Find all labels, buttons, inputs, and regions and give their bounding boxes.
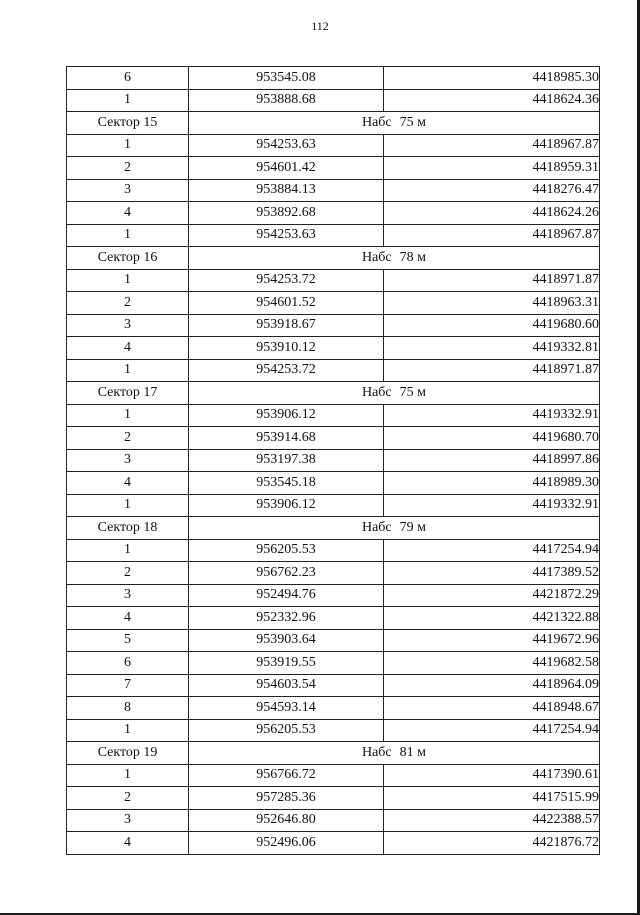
table-row <box>67 719 600 742</box>
coordinate-y: 4421876.72 <box>384 832 600 855</box>
elevation-value: 81 м <box>399 744 427 760</box>
coordinate-y: 4417390.61 <box>384 764 600 787</box>
coordinate-y: 4419672.96 <box>384 629 600 652</box>
coordinates-table <box>66 66 600 855</box>
coordinate-x: 953892.68 <box>189 202 384 225</box>
sector-elevation <box>189 247 600 270</box>
point-number: 5 <box>67 629 189 652</box>
coordinate-x: 952646.80 <box>189 809 384 832</box>
point-number: 3 <box>67 809 189 832</box>
point-number: 4 <box>67 202 189 225</box>
coordinate-y: 4419682.58 <box>384 652 600 675</box>
sector-header-row <box>67 517 600 540</box>
elevation-label: Набс <box>361 249 392 265</box>
table-row <box>67 269 600 292</box>
coordinate-y: 4418964.09 <box>384 674 600 697</box>
coordinate-x: 952332.96 <box>189 607 384 630</box>
sector-elevation <box>189 112 600 135</box>
coordinate-x: 954601.52 <box>189 292 384 315</box>
coordinate-x: 952494.76 <box>189 584 384 607</box>
sector-elevation <box>189 742 600 765</box>
point-number: 7 <box>67 674 189 697</box>
coordinate-y: 4422388.57 <box>384 809 600 832</box>
coordinate-x: 956205.53 <box>189 539 384 562</box>
elevation-value: 78 м <box>399 249 427 265</box>
point-number: 3 <box>67 314 189 337</box>
page-number: 112 <box>311 19 329 33</box>
point-number: 1 <box>67 269 189 292</box>
table-row <box>67 832 600 855</box>
table-row <box>67 134 600 157</box>
coordinate-y: 4417515.99 <box>384 787 600 810</box>
coordinate-y: 4418971.87 <box>384 269 600 292</box>
elevation-value: 75 м <box>399 384 427 400</box>
coordinate-y: 4419332.91 <box>384 404 600 427</box>
elevation-label: Набс <box>361 114 392 130</box>
coordinate-y: 4418959.31 <box>384 157 600 180</box>
point-number: 1 <box>67 764 189 787</box>
point-number: 1 <box>67 224 189 247</box>
coordinate-x: 954603.54 <box>189 674 384 697</box>
coordinate-x: 953884.13 <box>189 179 384 202</box>
point-number: 3 <box>67 584 189 607</box>
coordinate-x: 954253.72 <box>189 359 384 382</box>
coordinate-y: 4418971.87 <box>384 359 600 382</box>
table-row <box>67 652 600 675</box>
point-number: 1 <box>67 494 189 517</box>
coordinate-y: 4418948.67 <box>384 697 600 720</box>
coordinate-y: 4419680.60 <box>384 314 600 337</box>
sector-header-row <box>67 382 600 405</box>
sector-header-row <box>67 742 600 765</box>
coordinate-y: 4421322.88 <box>384 607 600 630</box>
coordinate-y: 4418967.87 <box>384 134 600 157</box>
point-number: 4 <box>67 607 189 630</box>
elevation-value: 75 м <box>399 114 427 130</box>
elevation-label: Набс <box>361 519 392 535</box>
table-row <box>67 607 600 630</box>
coordinate-y: 4417254.94 <box>384 539 600 562</box>
sector-name: Сектор 18 <box>67 517 189 540</box>
point-number: 1 <box>67 359 189 382</box>
table-row <box>67 539 600 562</box>
coordinate-x: 953906.12 <box>189 404 384 427</box>
point-number: 6 <box>67 652 189 675</box>
coordinate-y: 4418997.86 <box>384 449 600 472</box>
coordinate-x: 953545.08 <box>189 67 384 90</box>
table-row <box>67 67 600 90</box>
point-number: 1 <box>67 539 189 562</box>
table-row <box>67 157 600 180</box>
coordinate-y: 4417389.52 <box>384 562 600 585</box>
point-number: 2 <box>67 157 189 180</box>
coordinate-x: 953910.12 <box>189 337 384 360</box>
coordinate-y: 4418276.47 <box>384 179 600 202</box>
coordinate-x: 954253.72 <box>189 269 384 292</box>
table-row <box>67 427 600 450</box>
point-number: 8 <box>67 697 189 720</box>
coordinate-x: 953918.67 <box>189 314 384 337</box>
point-number: 1 <box>67 89 189 112</box>
coordinate-x: 956766.72 <box>189 764 384 787</box>
sector-name: Сектор 17 <box>67 382 189 405</box>
coordinate-x: 953903.64 <box>189 629 384 652</box>
table-row <box>67 224 600 247</box>
sector-name: Сектор 15 <box>67 112 189 135</box>
elevation-label: Набс <box>361 384 392 400</box>
point-number: 4 <box>67 337 189 360</box>
point-number: 2 <box>67 292 189 315</box>
coordinate-y: 4418967.87 <box>384 224 600 247</box>
sector-name: Сектор 16 <box>67 247 189 270</box>
coordinate-y: 4417254.94 <box>384 719 600 742</box>
coordinates-table-body <box>67 67 600 855</box>
table-row <box>67 337 600 360</box>
table-row <box>67 202 600 225</box>
coordinate-x: 956762.23 <box>189 562 384 585</box>
table-row <box>67 674 600 697</box>
coordinate-x: 953906.12 <box>189 494 384 517</box>
coordinate-x: 953888.68 <box>189 89 384 112</box>
coordinate-y: 4418989.30 <box>384 472 600 495</box>
coordinate-x: 956205.53 <box>189 719 384 742</box>
coordinate-x: 957285.36 <box>189 787 384 810</box>
elevation-value: 79 м <box>399 519 427 535</box>
coordinate-x: 953919.55 <box>189 652 384 675</box>
coordinate-x: 954601.42 <box>189 157 384 180</box>
sector-elevation <box>189 517 600 540</box>
table-row <box>67 472 600 495</box>
point-number: 2 <box>67 562 189 585</box>
coordinate-y: 4419332.91 <box>384 494 600 517</box>
coordinate-y: 4419680.70 <box>384 427 600 450</box>
point-number: 2 <box>67 427 189 450</box>
sector-header-row <box>67 112 600 135</box>
coordinate-y: 4418624.36 <box>384 89 600 112</box>
point-number: 4 <box>67 472 189 495</box>
point-number: 1 <box>67 134 189 157</box>
table-row <box>67 404 600 427</box>
table-row <box>67 787 600 810</box>
coordinate-x: 953914.68 <box>189 427 384 450</box>
table-row <box>67 314 600 337</box>
table-row <box>67 562 600 585</box>
point-number: 1 <box>67 404 189 427</box>
coordinate-x: 954253.63 <box>189 134 384 157</box>
sector-name: Сектор 19 <box>67 742 189 765</box>
coordinate-y: 4418985.30 <box>384 67 600 90</box>
table-row <box>67 809 600 832</box>
sector-header-row <box>67 247 600 270</box>
table-row <box>67 292 600 315</box>
coordinate-x: 953197.38 <box>189 449 384 472</box>
table-row <box>67 584 600 607</box>
sector-elevation <box>189 382 600 405</box>
coordinate-x: 953545.18 <box>189 472 384 495</box>
point-number: 6 <box>67 67 189 90</box>
point-number: 1 <box>67 719 189 742</box>
table-row <box>67 697 600 720</box>
table-row <box>67 629 600 652</box>
table-row <box>67 179 600 202</box>
elevation-label: Набс <box>361 744 392 760</box>
table-row <box>67 764 600 787</box>
point-number: 4 <box>67 832 189 855</box>
table-row <box>67 359 600 382</box>
coordinate-x: 954253.63 <box>189 224 384 247</box>
table-row <box>67 89 600 112</box>
coordinate-y: 4419332.81 <box>384 337 600 360</box>
coordinate-y: 4418963.31 <box>384 292 600 315</box>
table-row <box>67 494 600 517</box>
point-number: 3 <box>67 179 189 202</box>
coordinate-y: 4418624.26 <box>384 202 600 225</box>
point-number: 3 <box>67 449 189 472</box>
coordinate-y: 4421872.29 <box>384 584 600 607</box>
coordinate-x: 954593.14 <box>189 697 384 720</box>
point-number: 2 <box>67 787 189 810</box>
coordinate-x: 952496.06 <box>189 832 384 855</box>
table-row <box>67 449 600 472</box>
